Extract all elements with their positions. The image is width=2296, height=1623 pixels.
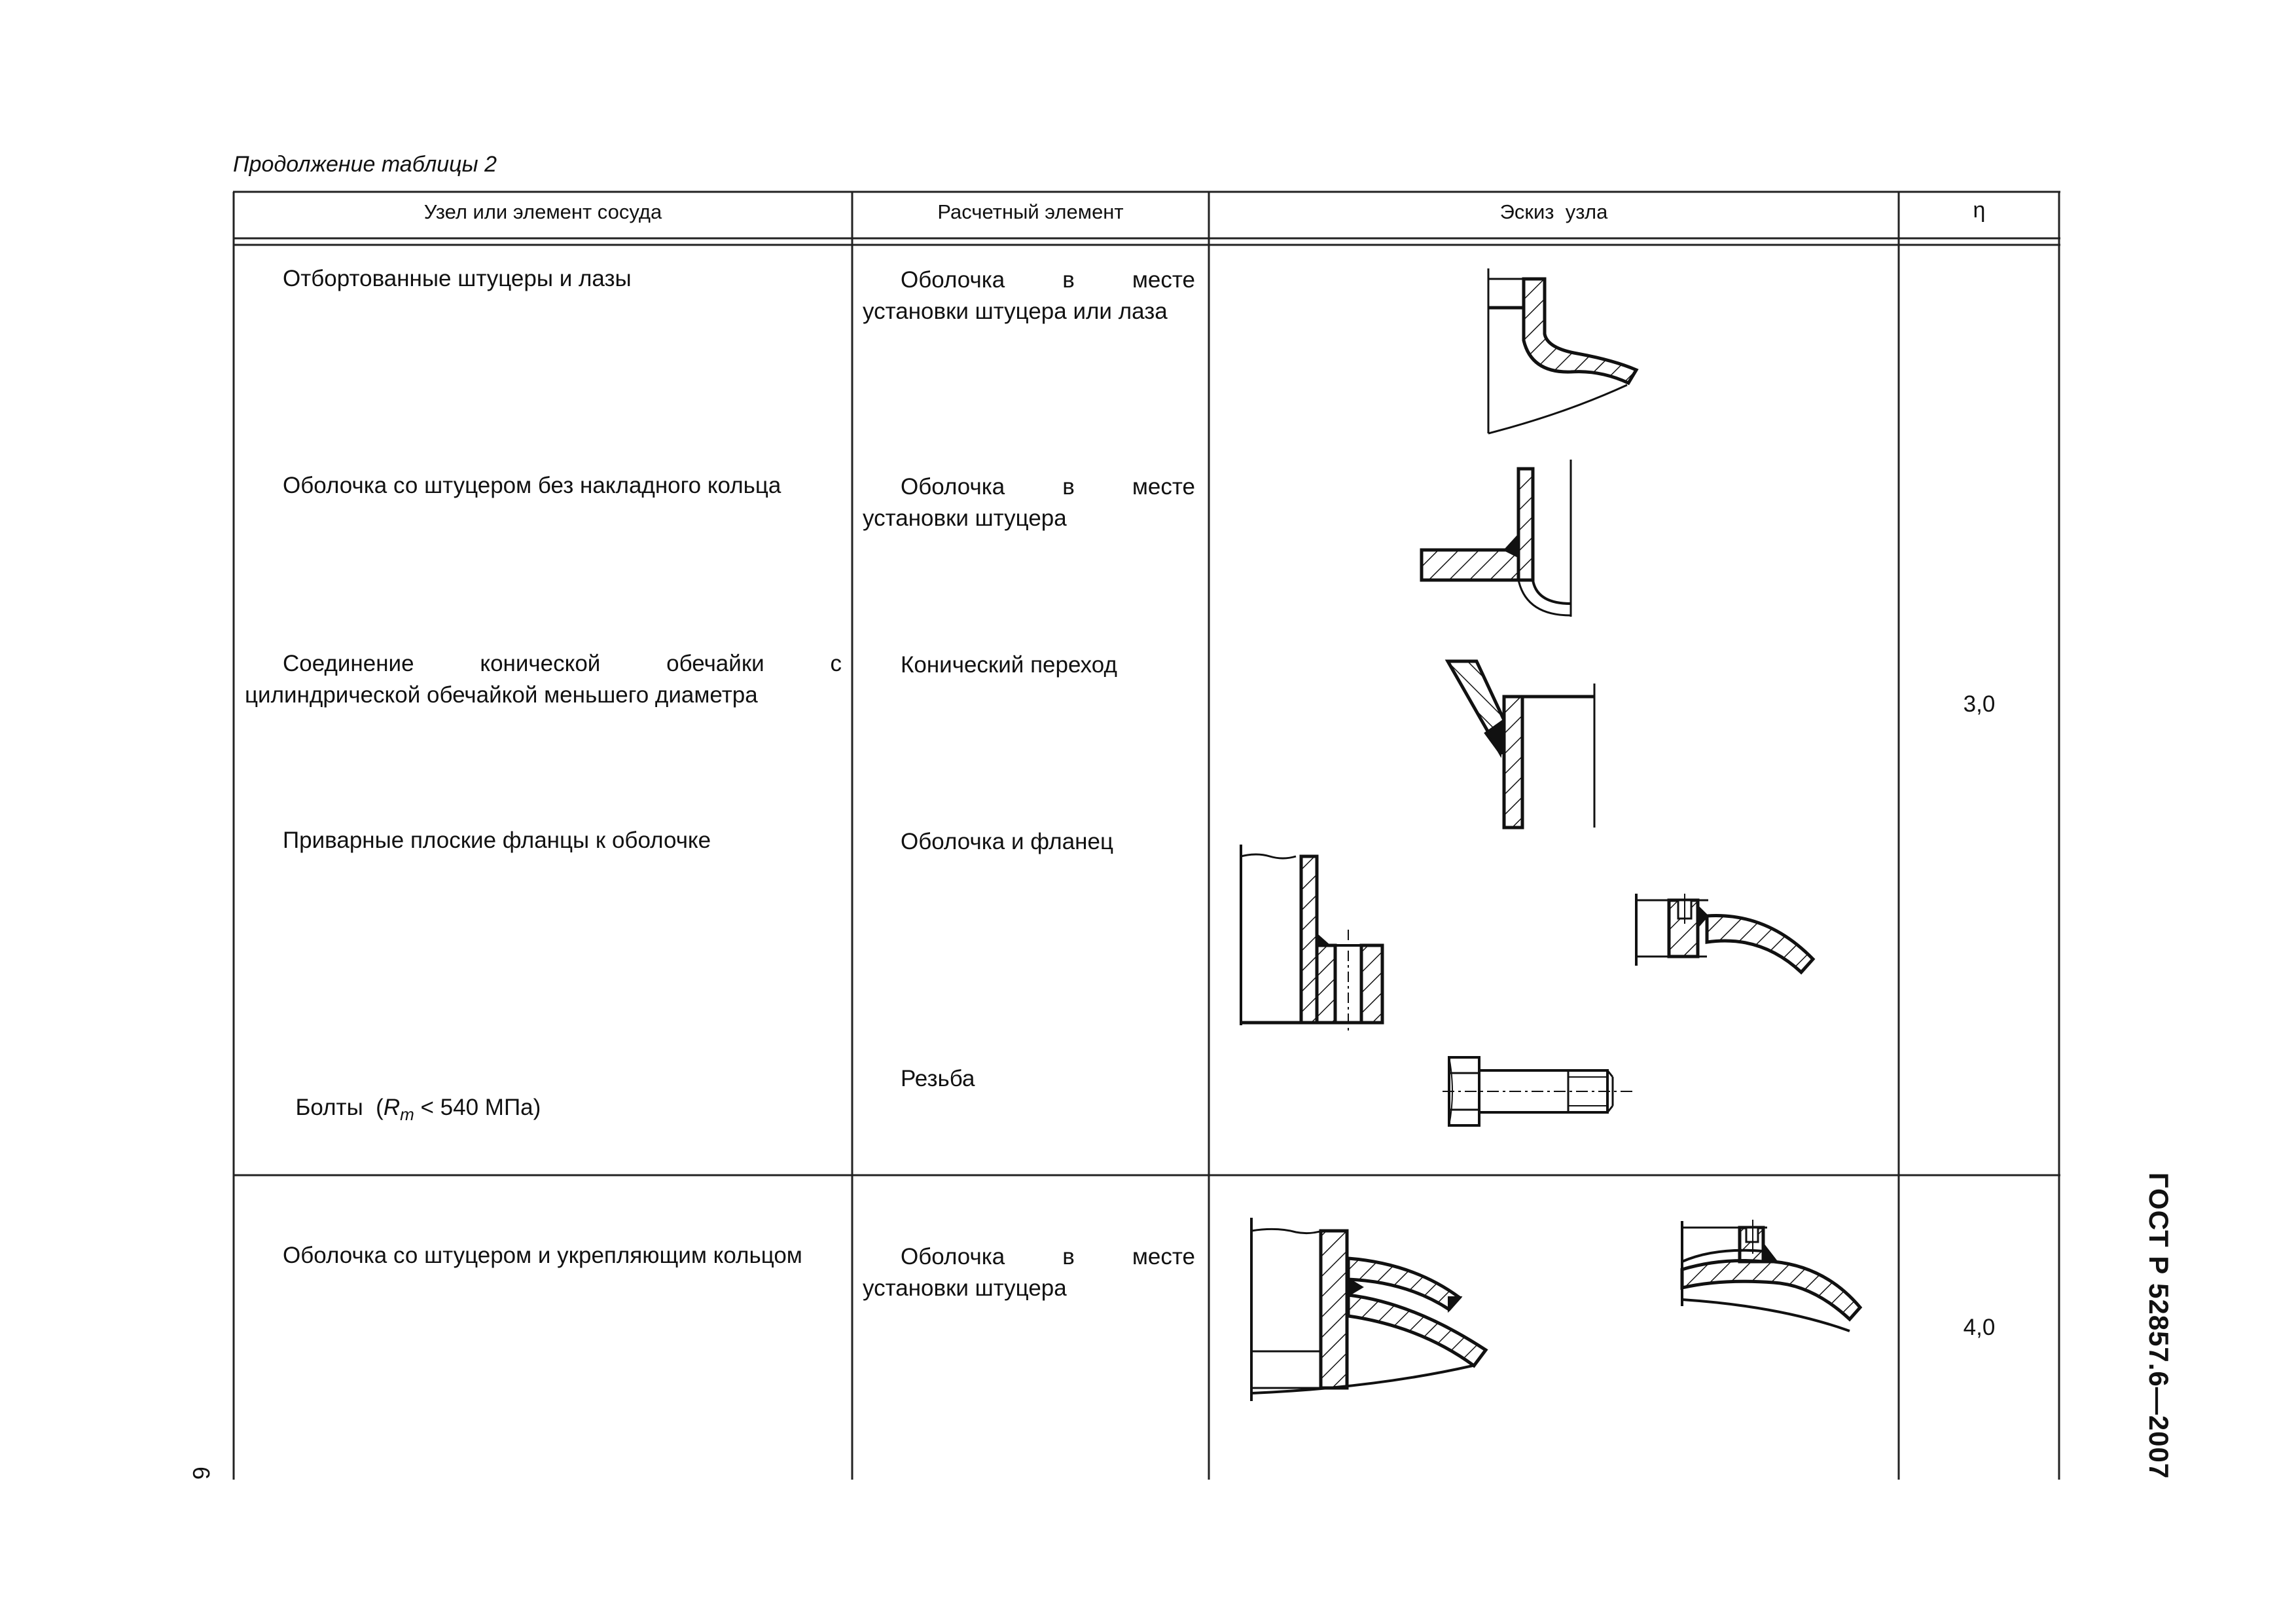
row2-node: Оболочка со штуцером без накладного кольца — [283, 473, 781, 498]
group1-eta: 3,0 — [1963, 691, 1996, 717]
sketch-flange-curved-shell — [1630, 887, 1846, 998]
row3-node — [245, 648, 842, 711]
row2-calc-text: Оболочка в месте установки штуцера — [863, 474, 1195, 531]
header-eta: η — [1973, 198, 1986, 223]
header-node: Узел или элемент сосуда — [423, 200, 662, 223]
page-number-text: 6 — [188, 1466, 215, 1480]
row6-node: Оболочка со штуцером и укрепляющим кольцом — [283, 1243, 802, 1268]
document-designation-text: ГОСТ Р 52857.6—2007 — [2144, 1172, 2175, 1480]
header-calc: Расчетный элемент — [937, 200, 1124, 223]
row4-calc: Оболочка и фланец — [901, 829, 1114, 854]
sketch-nozzle-ring-left — [1244, 1211, 1505, 1414]
sketch-flanged-nozzle — [1479, 262, 1656, 439]
row2-calc — [863, 471, 1195, 534]
row1-calc — [863, 264, 1195, 327]
row6-calc-text: Оболочка в месте установки штуцера — [863, 1244, 1195, 1301]
row6-calc — [863, 1241, 1195, 1304]
page-number — [185, 1453, 217, 1493]
sketch-nozzle-no-ring — [1414, 452, 1597, 622]
row1-node: Отбортованные штуцеры и лазы — [283, 266, 632, 291]
sketch-nozzle-ring-right — [1676, 1214, 1885, 1359]
group2-eta: 4,0 — [1963, 1315, 1996, 1340]
row5-node-subscript: m — [400, 1104, 414, 1124]
row3-calc: Конический переход — [901, 652, 1117, 678]
sketch-conical-transition — [1440, 655, 1610, 845]
row5-calc: Резьба — [901, 1066, 975, 1091]
row3-node-text: Соединение конической обечайки с цилиндрической обечайкой меньшего диаметра — [245, 651, 842, 708]
sketch-flat-flange — [1230, 838, 1427, 1028]
table-caption: Продолжение таблицы 2 — [233, 152, 497, 177]
row5-node — [283, 1061, 839, 1130]
row5-node-prefix: Болты ( — [295, 1095, 384, 1120]
row5-node-symbol: R — [383, 1095, 401, 1120]
row4-node: Приварные плоские фланцы к оболочке — [283, 828, 711, 853]
row1-calc-text: Оболочка в месте установки штуцера или лаза — [863, 267, 1195, 324]
sketch-bolt — [1440, 1044, 1649, 1136]
header-sketch: Эскиз узла — [1499, 200, 1608, 223]
document-designation — [2139, 1172, 2178, 1480]
row5-node-suffix: < 540 МПа) — [414, 1095, 541, 1120]
